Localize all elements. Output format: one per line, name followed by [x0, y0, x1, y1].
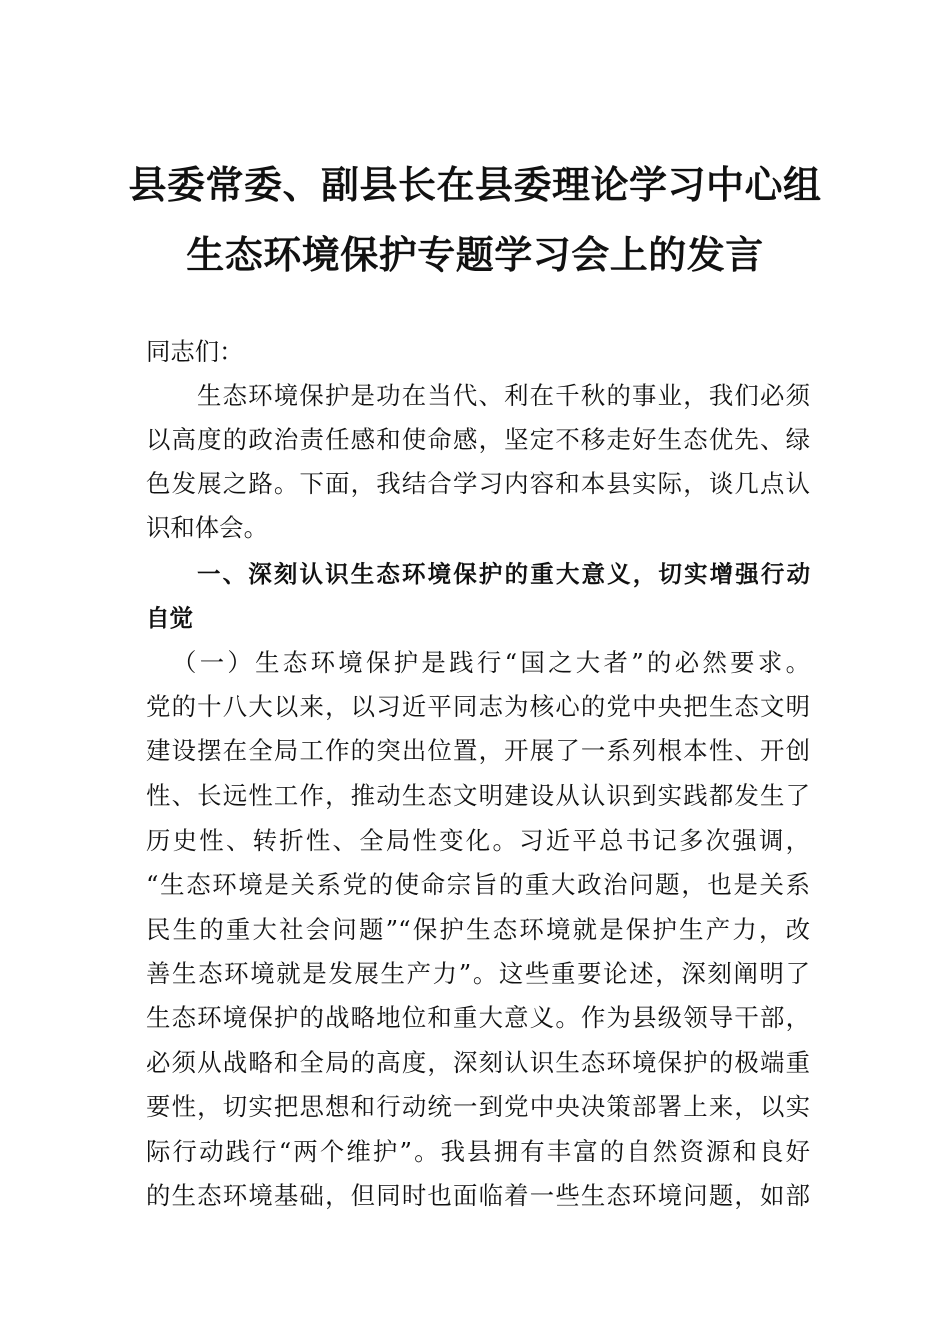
- subsection-line: 善生态环境就是发展生产力”。这些重要论述，深刻阐明了: [146, 959, 810, 988]
- intro-line: 识和体会。: [146, 513, 268, 542]
- subsection-line: 党的十八大以来，以习近平同志为核心的党中央把生态文明: [146, 692, 810, 721]
- subsection-line: 要性，切实把思想和行动统一到党中央决策部署上来，以实: [146, 1092, 810, 1121]
- document-title-line-1: 县委常委、副县长在县委理论学习中心组: [128, 162, 822, 207]
- subsection-line: 必须从战略和全局的高度，深刻认识生态环境保护的极端重: [146, 1048, 810, 1077]
- intro-line: 生态环境保护是功在当代、利在千秋的事业，我们必须: [197, 381, 810, 410]
- subsection-line: （一）生态环境保护是践行“国之大者”的必然要求。: [172, 648, 810, 677]
- subsection-line: 民生的重大社会问题”“保护生态环境就是保护生产力，改: [146, 915, 810, 944]
- subsection-line: “生态环境是关系党的使命宗旨的重大政治问题，也是关系: [146, 870, 810, 899]
- intro-line: 以高度的政治责任感和使命感，坚定不移走好生态优先、绿: [146, 425, 810, 454]
- subsection-line: 际行动践行“两个维护”。我县拥有丰富的自然资源和良好: [146, 1137, 810, 1166]
- subsection-line: 建设摆在全局工作的突出位置，开展了一系列根本性、开创: [146, 736, 810, 765]
- document-title-line-2: 生态环境保护专题学习会上的发言: [186, 232, 764, 277]
- section-heading-line: 自觉: [146, 604, 193, 632]
- subsection-line: 的生态环境基础，但同时也面临着一些生态环境问题，如部: [146, 1181, 810, 1210]
- subsection-line: 性、长远性工作，推动生态文明建设从认识到实践都发生了: [146, 781, 810, 810]
- intro-line: 色发展之路。下面，我结合学习内容和本县实际，谈几点认: [146, 469, 810, 498]
- subsection-line: 历史性、转折性、全局性变化。习近平总书记多次强调，: [146, 826, 810, 855]
- salutation: 同志们：: [146, 337, 244, 366]
- subsection-line: 生态环境保护的战略地位和重大意义。作为县级领导干部，: [146, 1003, 810, 1032]
- section-heading-line: 一、深刻认识生态环境保护的重大意义，切实增强行动: [197, 560, 810, 588]
